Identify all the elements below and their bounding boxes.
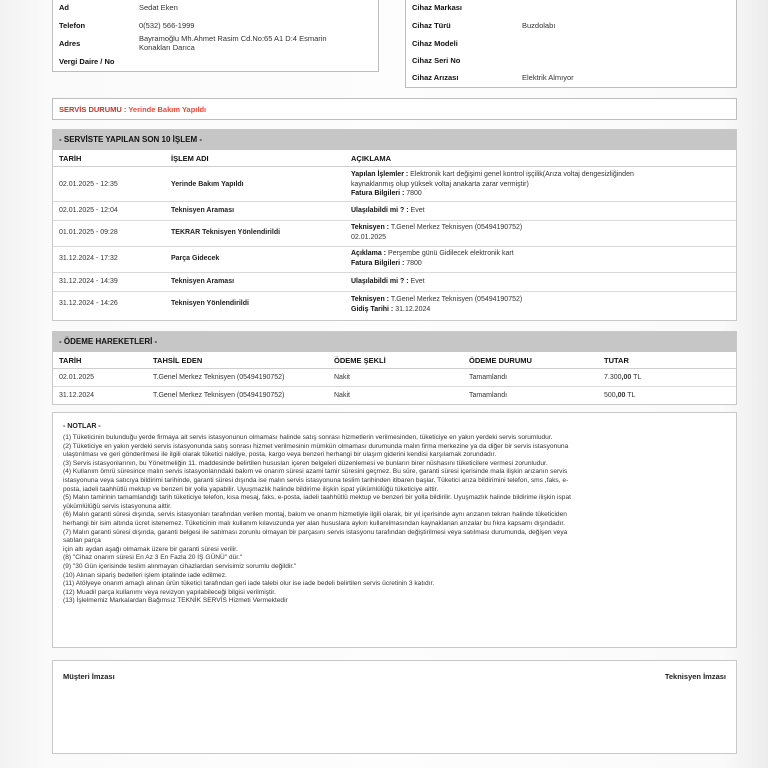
notes-title: - NOTLAR -	[63, 423, 101, 430]
address-value-line1: Bayramoğlu Mh.Ahmet Rasim Cd.No:65 A1 D:4 Esmarin	[139, 34, 327, 43]
phone-value: 0(532) 566-1999	[139, 21, 195, 30]
note-line: satılan parça	[63, 537, 101, 545]
operations-section	[52, 129, 737, 321]
col-method: ÖDEME ŞEKLİ	[334, 356, 386, 365]
notes-section	[52, 412, 737, 648]
note-line: herhangi bir isim altında ücret istenemez. Tüketicinin malı kullanım kılavuzunda yer alan hususlara aykırı kullanılmasından kaynaklanan arızalar bu fıkra kapsamı dışındadır.	[63, 519, 565, 527]
fault-label: Cihaz Arızası	[412, 73, 459, 82]
note-line: için altı aydan aşağı olmamak üzere bir garanti süresi verilir.	[63, 545, 238, 553]
row-description: Teknisyen : T.Genel Merkez Teknisyen (05494190752) 02.01.2025	[351, 224, 523, 241]
col-collector: TAHSİL EDEN	[153, 356, 203, 365]
note-line: (2) Tüketiciye en yakın yerdeki servis istasyonunda satış sonrası hizmet verilmesinin mümkün olmaması durumunda malın firma merkezine ya da diğer bir servis istasyonuna	[63, 442, 569, 450]
row-date: 01.01.2025 - 09:28	[59, 229, 118, 236]
row-method: Nakit	[334, 374, 350, 381]
note-line: (7) Malın garanti süresi dışında, garanti belgesi ile satılması zorunlu olmayan bir parçasını servis istasyonu tarafından değiştirilmesi veya satılması durumunda, değişen veya	[63, 528, 568, 536]
technician-signature-label: Teknisyen İmzası	[664, 672, 726, 681]
model-label: Cihaz Modeli	[412, 39, 458, 48]
note-line: (4) Kullanım ömrü süresince malın servis istasyonlarındaki bakım ve onarım süresi azami tamir süresini geçmez. Bu süre, garanti süresi içerisinde mala ilişkin arızanın servis	[63, 468, 568, 476]
note-line: istasyonuna veya satıcıya bildirimi tarihinde, garanti süresi dışında ise malın servis istasyonuna teslim tarihinden itibaren başlar. Tüketici arıza bildirimini telefon, sms ,faks, e-	[63, 476, 569, 484]
row-collector: T.Genel Merkez Teknisyen (05494190752)	[153, 374, 285, 381]
brand-label: Cihaz Markası	[412, 3, 463, 12]
note-line: yükümlülüğü servis istasyonuna aittir.	[63, 502, 172, 510]
note-line: (9) "30 Gün içerisinde teslim alınmayan cihazlardan servisimiz sorumlu değildir."	[63, 562, 297, 570]
col-amount: TUTAR	[604, 356, 629, 365]
table-row	[53, 247, 736, 273]
row-amount: 500,00 TL	[604, 392, 636, 399]
note-line: (12) Muadil parça kullanımı veya revizyon yapılabileceği bilgisi verilmiştir.	[63, 588, 276, 596]
service-status-box	[52, 98, 737, 120]
row-operation: Teknisyen Araması	[171, 207, 235, 214]
customer-info-box	[52, 0, 379, 72]
table-row	[53, 387, 736, 404]
row-date: 31.12.2024	[59, 392, 95, 399]
device-info-box	[405, 0, 737, 88]
table-row	[53, 202, 736, 221]
row-operation: Yerinde Bakım Yapıldı	[171, 181, 244, 188]
table-row	[53, 167, 736, 202]
fault-value: Elektrik Almıyor	[522, 73, 574, 82]
row-date: 31.12.2024 - 17:32	[59, 255, 118, 262]
note-line: (8) "Cihaz onarım süresi En Az 3 En Fazla 20 İŞ GÜNÜ" dür."	[63, 554, 243, 562]
row-date: 31.12.2024 - 14:39	[59, 278, 118, 285]
note-line: (10) Alınan sipariş bedelleri işlem iptalinde iade edilmez.	[63, 571, 227, 579]
row-method: Nakit	[334, 392, 350, 399]
row-operation: Teknisyen Yönlendirildi	[171, 300, 249, 307]
col-date: TARİH	[59, 154, 82, 163]
row-description: Ulaşılabildi mi ? : Evet	[351, 278, 425, 285]
service-status-value: Yerinde Bakım Yapıldı	[128, 105, 207, 114]
note-line: (1) Tüketicinin bulunduğu yerde firmaya ait servis istasyonunun olmaması halinde satış sonrası hizmetlerin verilmesinden, tüketiciye en yakın yerdeki servis sorumludur.	[63, 434, 553, 441]
type-label: Cihaz Türü	[412, 21, 451, 30]
row-date: 02.01.2025 - 12:35	[59, 181, 118, 188]
payments-title: - ÖDEME HAREKETLERİ -	[53, 332, 736, 352]
service-status	[59, 105, 206, 114]
table-row	[53, 292, 736, 319]
row-description: Açıklama : Perşembe günü Gidilecek elektronik kart Fatura Bilgileri : 7800	[351, 250, 514, 267]
payments-header-row	[53, 352, 736, 369]
address-value-line2: Konakları Darıca	[139, 43, 195, 52]
signature-section	[52, 660, 737, 754]
table-row	[53, 221, 736, 247]
row-state: Tamamlandı	[469, 392, 508, 399]
row-operation: Parça Gidecek	[171, 255, 220, 262]
name-value: Sedat Eken	[139, 3, 178, 12]
table-row	[53, 273, 736, 292]
payments-section	[52, 331, 737, 405]
col-operation: İŞLEM ADI	[171, 154, 209, 163]
type-value: Buzdolabı	[522, 21, 556, 30]
row-date: 02.01.2025 - 12:04	[59, 207, 118, 214]
row-amount: 7.300,00 TL	[604, 374, 642, 381]
service-status-label: SERVİS DURUMU :	[59, 105, 127, 114]
row-collector: T.Genel Merkez Teknisyen (05494190752)	[153, 392, 285, 399]
operations-header-row	[53, 150, 736, 167]
row-state: Tamamlandı	[469, 374, 508, 381]
address-label: Adres	[59, 39, 81, 48]
tax-label: Vergi Daire / No	[59, 57, 115, 66]
row-date: 31.12.2024 - 14:26	[59, 300, 118, 307]
row-description: Yapılan İşlemler : Elektronik kart değişimi genel kontrol işçilik(Arıza voltaj dengesizliğinden kaynaklanmış olup yüksek voltaj anakarta zarar vermiştir) Fatura Bilgileri : 7800	[351, 171, 634, 197]
table-row	[53, 369, 736, 387]
operations-title: - SERVİSTE YAPILAN SON 10 İŞLEM -	[53, 130, 736, 150]
col-description: AÇIKLAMA	[351, 154, 391, 163]
row-description: Teknisyen : T.Genel Merkez Teknisyen (05494190752) Gidiş Tarihi : 31.12.2024	[351, 296, 523, 313]
note-line: (3) Servis istasyonlarının, bu Yönetmeliğin 11. maddesinde belirtilen hususları içeren belgeleri düzenlemesi ve bunların birer nüshasını tüketicilere vermesi zorunludur.	[63, 459, 548, 467]
row-date: 02.01.2025	[59, 374, 95, 381]
col-date: TARİH	[59, 356, 82, 365]
row-description: Ulaşılabildi mi ? : Evet	[351, 207, 425, 214]
serial-label: Cihaz Seri No	[412, 56, 461, 65]
row-operation: Teknisyen Araması	[171, 278, 235, 285]
name-label: Ad	[59, 3, 69, 12]
note-line: (5) Malın tamirinin tamamlandığı tarih tüketiciye telefon, kısa mesaj, faks, e-posta, iadeli taahhütlü mektup ve benzeri bir yolla bildirilir. Uyuşmazlık halinde bildirime ilişkin ispat	[63, 494, 571, 502]
note-line: (13) İşlelmemiz Markalardan Bağımsız TEKNİK SERVİS Hizmeti Vermektedir	[63, 597, 288, 605]
customer-signature-label: Müşteri İmzası	[63, 672, 115, 681]
notes-list	[63, 434, 728, 606]
note-line: (6) Malın garanti süresi dışında, servis istasyonları tarafından verilen montaj, bakım ve onarım hizmetiyle ilgili olarak, bir yıl içerisinde aynı arızanın tekrarı halinde tüketiciden	[63, 511, 567, 519]
note-line: ulaştırılması ve geri gönderilmesi ile ilgili olarak tüketici nakliye, posta, kargo veya benzeri herhangi bir ulaşım giderini kendisi karşılamak zorundadır.	[63, 451, 497, 459]
note-line: posta, iadeli taahhütlü mektup ve benzeri bir yolla yapabilir. Uyuşmazlık halinde bildirime ilişkin ispat yükümlülüğü tüketiciye aittir.	[63, 485, 439, 493]
col-state: ÖDEME DURUMU	[469, 356, 532, 365]
note-line: (11) Atölyeye onarım amaçlı alınan ürün tüketici tarafından geri iade talebi olur ise iade bedeli belirtilen servis ücretinin 3 katıdır.	[63, 580, 435, 588]
row-operation: TEKRAR Teknisyen Yönlendirildi	[171, 229, 281, 236]
phone-label: Telefon	[59, 21, 86, 30]
